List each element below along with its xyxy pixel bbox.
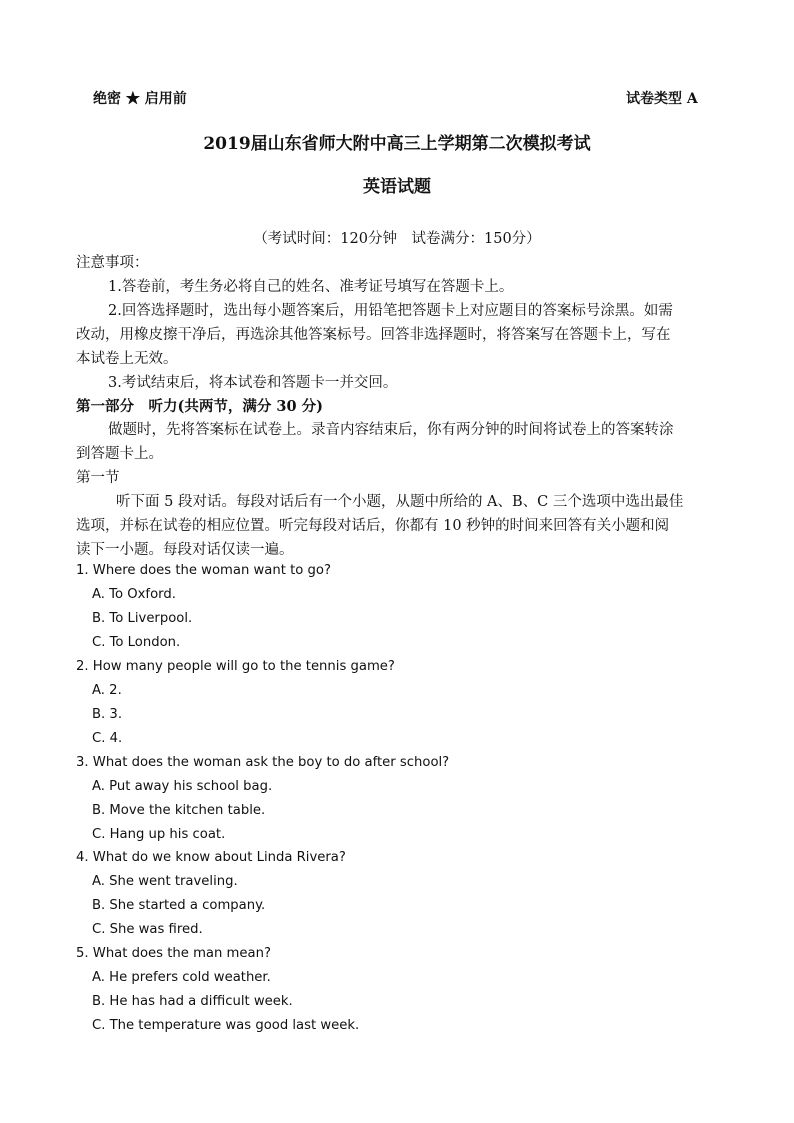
paper-type-label: 试卷类型 A <box>626 91 698 107</box>
question-2-option-a: A. 2. <box>92 683 122 698</box>
notice-heading: 注意事项： <box>76 255 149 271</box>
question-4-option-a: A. She went traveling. <box>92 874 238 889</box>
question-1-option-b: B. To Liverpool. <box>92 611 193 626</box>
question-5-option-c: C. The temperature was good last week. <box>92 1018 360 1033</box>
question-2-option-b: B. 3. <box>92 707 123 722</box>
question-3-option-c: C. Hang up his coat. <box>92 827 226 842</box>
question-4-option-c: C. She was fired. <box>92 922 203 937</box>
section1-heading: 第一节 <box>76 470 120 486</box>
question-2: 2. How many people will go to the tennis game? <box>76 659 395 674</box>
notice-item-3: 3.考试结束后，将本试卷和答题卡一并交回。 <box>108 375 398 391</box>
confidential-label: 绝密 ★ 启用前 <box>93 91 187 107</box>
part1-instruction-line-2: 到答题卡上。 <box>76 446 163 462</box>
question-3: 3. What does the woman ask the boy to do after school? <box>76 755 450 770</box>
notice-item-1: 1.答卷前，考生务必将自己的姓名、准考证号填写在答题卡上。 <box>108 279 514 295</box>
part1-heading: 第一部分 听力(共两节，满分 30 分) <box>76 398 323 415</box>
question-5-option-b: B. He has had a difficult week. <box>92 994 293 1009</box>
notice-item-2-line-1: 2.回答选择题时，选出每小题答案后，用铅笔把答题卡上对应题目的答案标号涂黑。如需 <box>108 303 673 319</box>
notice-item-2-line-2: 改动，用橡皮擦干净后，再选涂其他答案标号。回答非选择题时，将答案写在答题卡上，写在 <box>76 327 671 343</box>
question-5-option-a: A. He prefers cold weather. <box>92 970 271 985</box>
question-3-option-b: B. Move the kitchen table. <box>92 803 266 818</box>
question-4-option-b: B. She started a company. <box>92 898 266 913</box>
question-1-option-c: C. To London. <box>92 635 181 650</box>
question-1: 1. Where does the woman want to go? <box>76 563 331 578</box>
exam-title: 2019届山东省师大附中高三上学期第二次模拟考试 <box>203 134 591 154</box>
part1-instruction-line-1: 做题时，先将答案标在试卷上。录音内容结束后，你有两分钟的时间将试卷上的答案转涂 <box>108 422 674 438</box>
question-3-option-a: A. Put away his school bag. <box>92 779 273 794</box>
question-5: 5. What does the man mean? <box>76 946 271 961</box>
question-4: 4. What do we know about Linda Rivera? <box>76 850 346 865</box>
section1-instruction-line-2: 选项，并标在试卷的相应位置。听完每段对话后，你都有 10 秒钟的时间来回答有关小题和阅 <box>76 518 670 534</box>
exam-subtitle: 英语试题 <box>363 177 431 197</box>
notice-item-2-line-3: 本试卷上无效。 <box>76 351 178 367</box>
exam-info: （考试时间：120分钟 试卷满分：150分） <box>253 231 541 247</box>
question-2-option-c: C. 4. <box>92 731 123 746</box>
question-1-option-a: A. To Oxford. <box>92 587 176 602</box>
section1-instruction-line-3: 读下一小题。每段对话仅读一遍。 <box>76 542 294 558</box>
section1-instruction-line-1: 听下面 5 段对话。每段对话后有一个小题，从题中所给的 A、B、C 三个选项中选出最佳 <box>116 494 684 510</box>
